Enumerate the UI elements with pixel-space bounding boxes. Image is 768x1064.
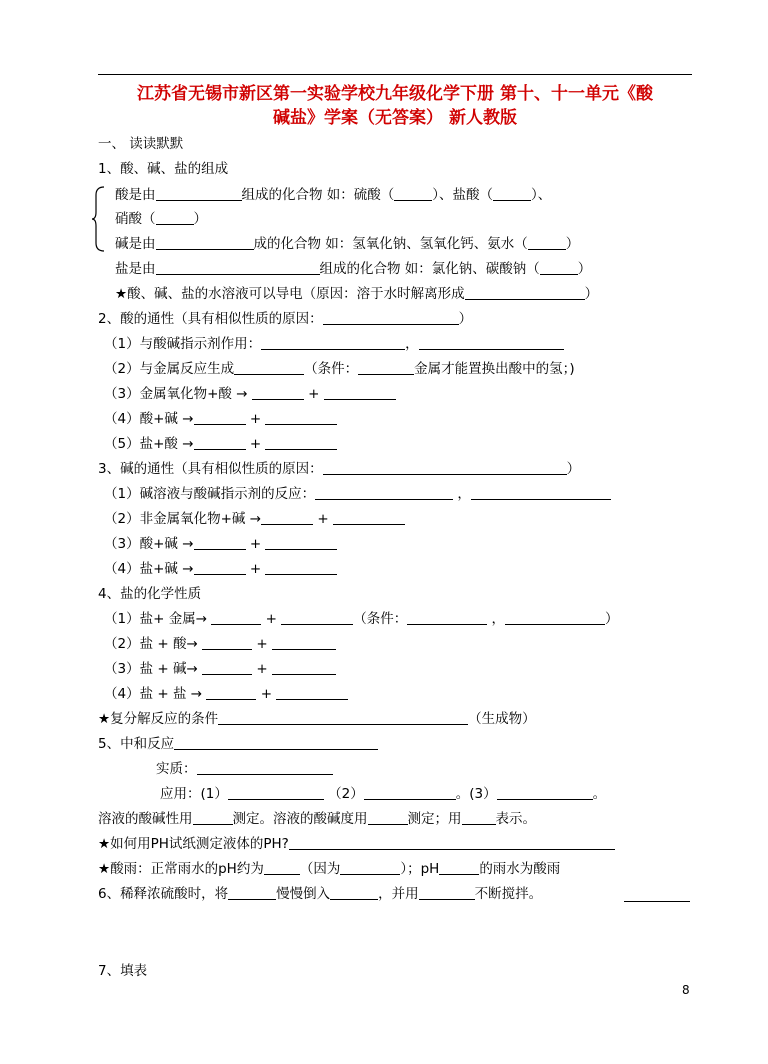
acid-rain-note: ★酸雨：正常雨水的pH约为 （因为 ）；pH 的雨水为酸雨 bbox=[98, 861, 561, 877]
neutralization-applications: 应用：(1） （2） 。(3） 。 bbox=[160, 786, 607, 802]
salt-property-1: （1）盐+ 金属→ + （条件： ， ） bbox=[104, 611, 619, 627]
base-property-3: （3）酸+碱 → + bbox=[104, 535, 337, 553]
section-3-heading: 3、碱的通性（具有相似性质的原因： ） bbox=[98, 461, 581, 477]
acid-property-3: （3）金属氧化物+酸 → + bbox=[104, 385, 396, 403]
base-property-4: （4）盐+碱 → + bbox=[104, 560, 337, 578]
acidity-measurement: 溶液的酸碱性用 测定。溶液的酸碱度用 测定；用 表示。 bbox=[98, 811, 536, 827]
salt-composition-line: 盐是由 组成的化合物 如：氯化钠、碳酸钠（ ） bbox=[115, 261, 592, 277]
base-property-1: （1）碱溶液与酸碱指示剂的反应： ， bbox=[104, 485, 611, 503]
section-7-heading: 7、填表 bbox=[98, 963, 148, 979]
acid-property-2: （2）与金属反应生成 （条件： 金属才能置换出酸中的氢；) bbox=[104, 361, 575, 377]
page-number: 8 bbox=[682, 983, 690, 997]
section-2-heading: 2、酸的通性（具有相似性质的原因： ） bbox=[98, 311, 473, 327]
section-1-header: 一、 读读默默 bbox=[98, 136, 184, 152]
section-1-1-heading: 1、酸、碱、盐的组成 bbox=[98, 161, 229, 177]
title-line-1: 江苏省无锡市新区第一实验学校九年级化学下册 第十、十一单元《酸 bbox=[137, 84, 653, 104]
base-composition-line: 碱是由 成的化合物 如：氢氧化钠、氢氧化钙、氨水（ ） bbox=[115, 236, 580, 252]
section-5-heading: 5、中和反应 bbox=[98, 735, 378, 753]
title-line-2: 碱盐》学案（无答案） 新人教版 bbox=[273, 108, 517, 128]
base-property-2: （2）非金属氧化物+碱 → + bbox=[104, 510, 405, 528]
document-title bbox=[98, 82, 692, 130]
acid-composition-line-2: 硝酸（ ） bbox=[115, 211, 207, 227]
salt-property-2: （2）盐 + 酸→ + bbox=[104, 635, 336, 653]
acid-property-4: （4）酸+碱 → + bbox=[104, 410, 337, 428]
double-decomposition-conditions: ★复分解反应的条件 （生成物） bbox=[98, 711, 536, 727]
acid-composition-line: 酸是由 组成的化合物 如：硫酸（ ）、盐酸（ ）、 bbox=[115, 187, 552, 203]
section-6-dilution: 6、稀释浓硫酸时，将 慢慢倒入 ，并用 不断搅拌。 bbox=[98, 886, 543, 902]
header-rule bbox=[98, 74, 692, 75]
acid-property-5: （5）盐+酸 → + bbox=[104, 435, 337, 453]
conductivity-note: ★酸、碱、盐的水溶液可以导电（原因：溶于水时解离形成 ） bbox=[115, 286, 599, 302]
section-4-heading: 4、盐的化学性质 bbox=[98, 586, 202, 602]
acid-property-1: （1）与酸碱指示剂作用： ， bbox=[104, 335, 564, 353]
salt-property-3: （3）盐 + 碱→ + bbox=[104, 660, 336, 678]
brace-icon bbox=[92, 186, 106, 252]
dilution-extra-blank bbox=[624, 887, 690, 902]
neutralization-essence: 实质： bbox=[156, 760, 333, 778]
ph-paper-question: ★如何用PH试纸测定液体的PH? bbox=[98, 835, 615, 853]
salt-property-4: （4）盐 + 盐 → + bbox=[104, 685, 348, 703]
